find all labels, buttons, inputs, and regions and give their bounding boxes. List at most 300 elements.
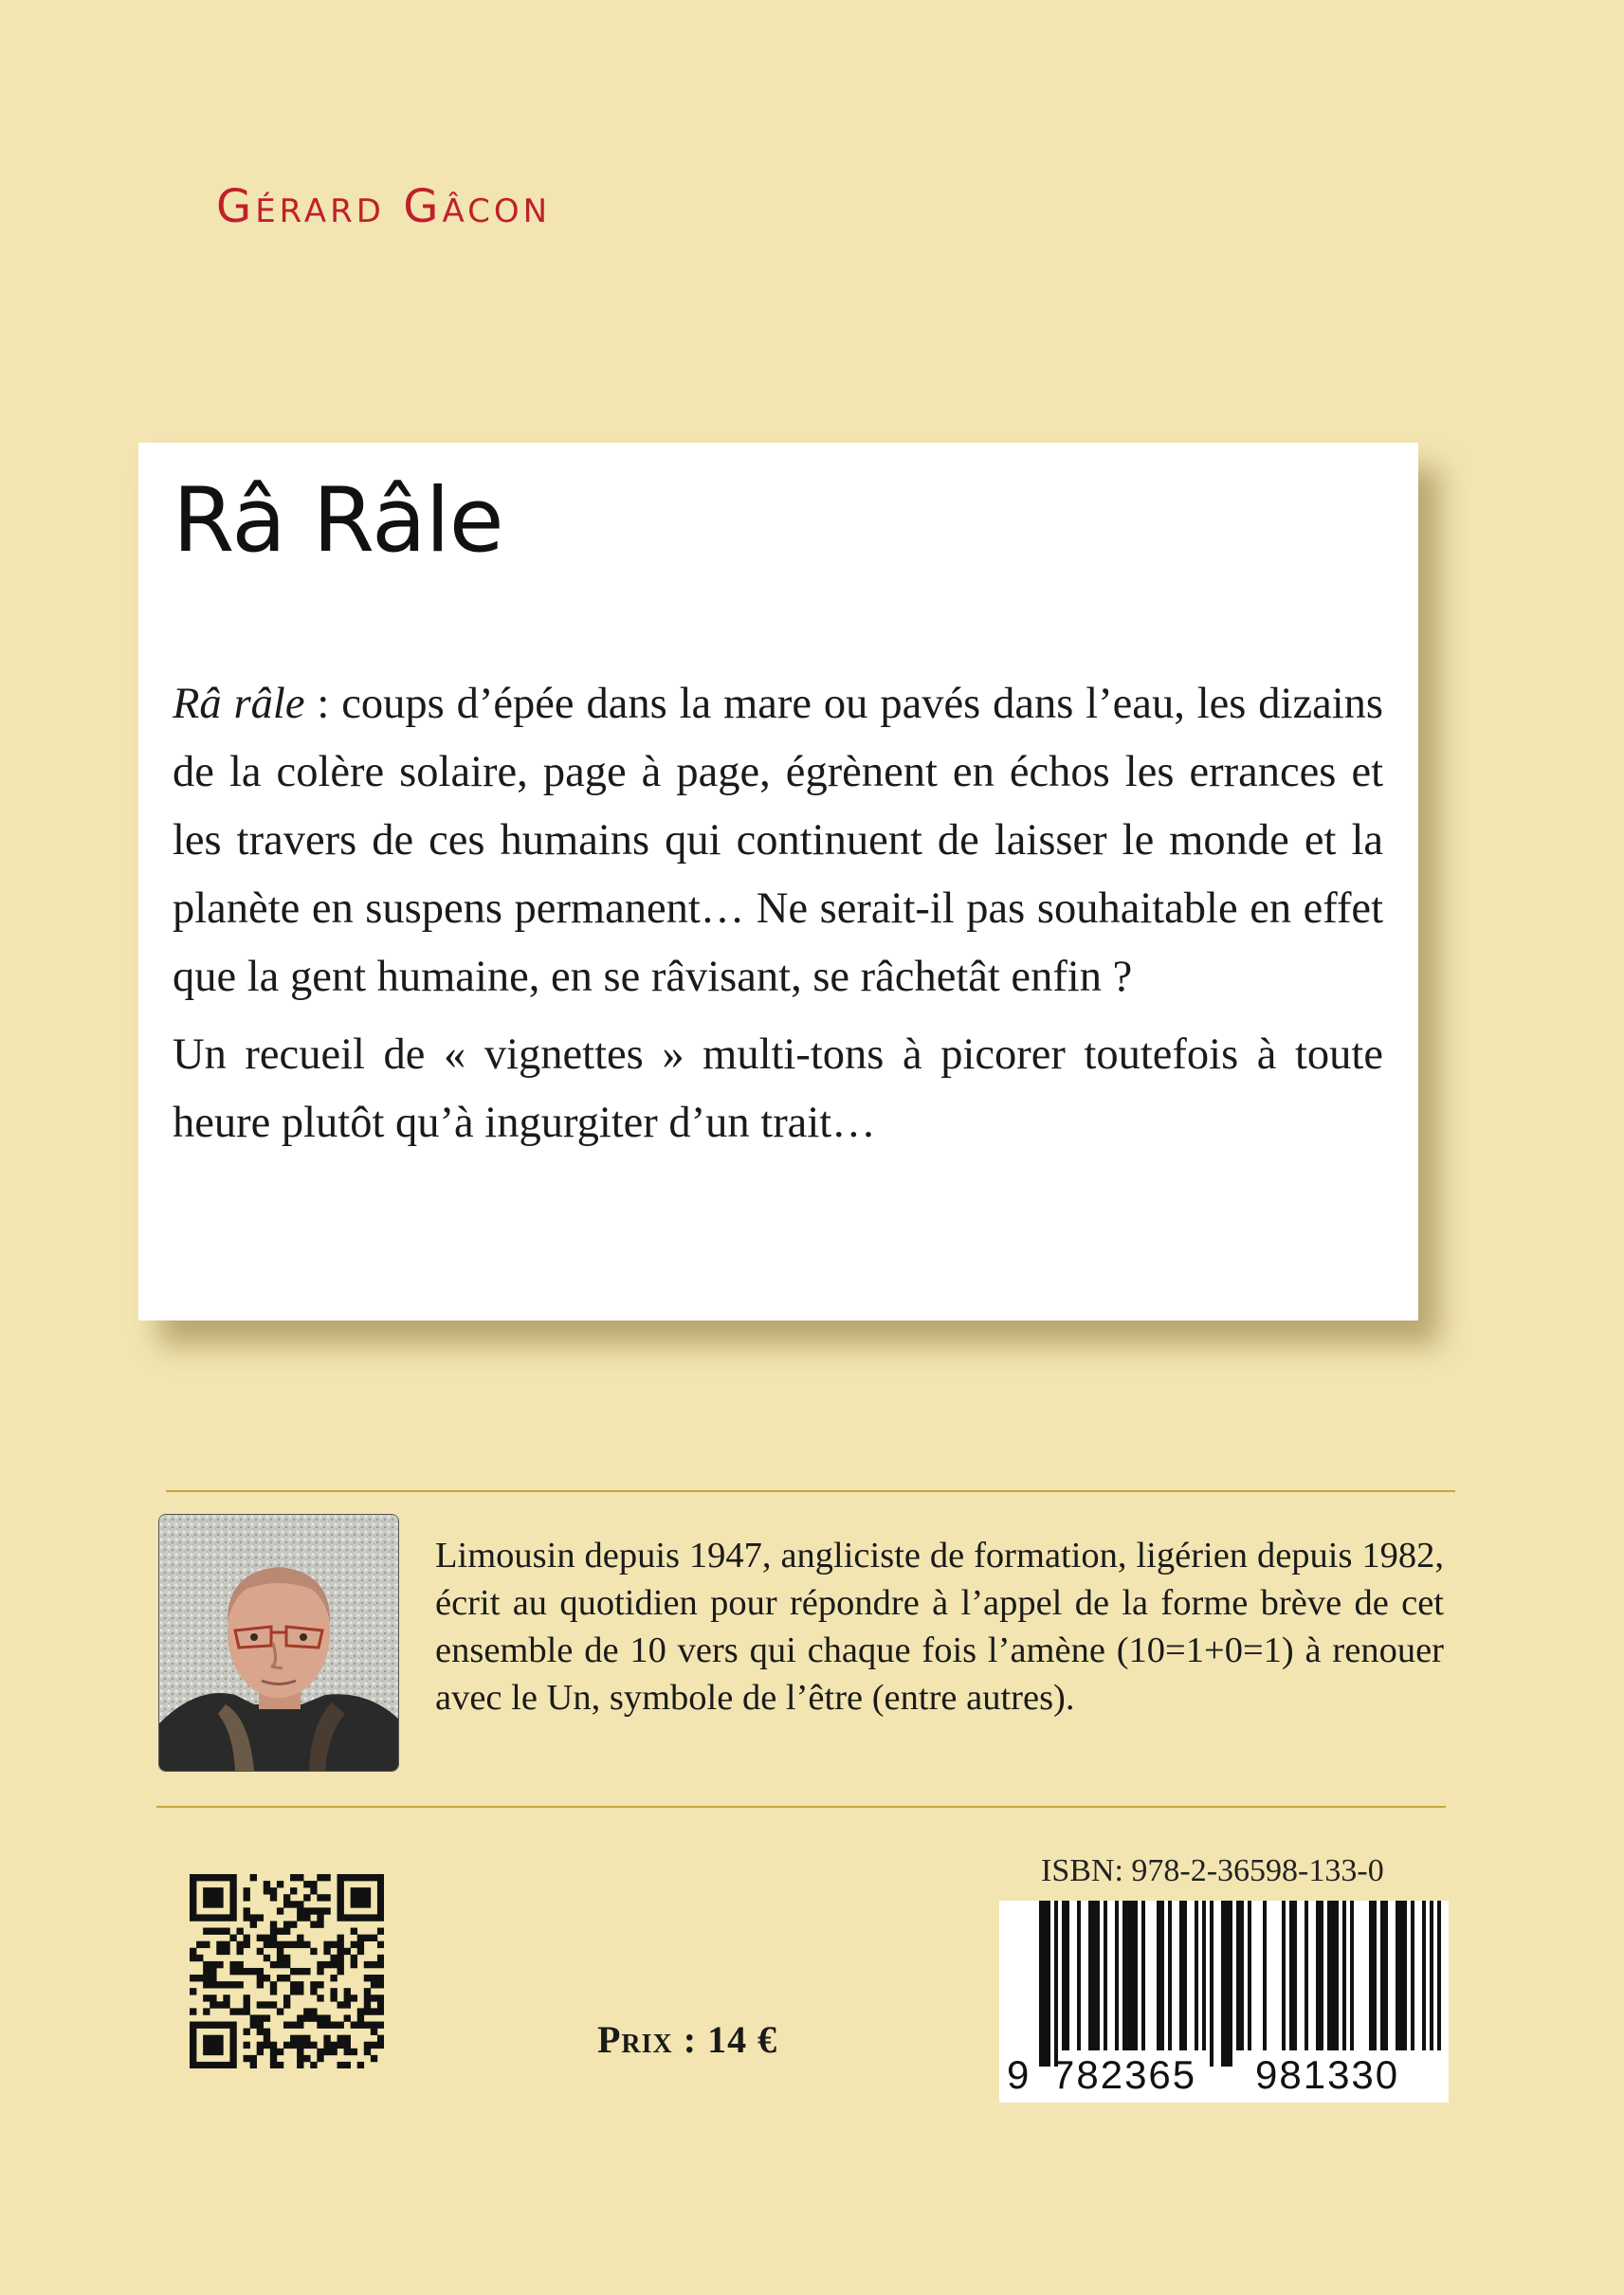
qr-module bbox=[283, 1975, 290, 1981]
barcode-bar bbox=[1054, 1901, 1058, 2067]
qr-module bbox=[244, 1887, 250, 1894]
qr-module bbox=[223, 1914, 229, 1921]
qr-module bbox=[264, 1955, 270, 1961]
qr-module bbox=[264, 1975, 270, 1981]
qr-module bbox=[357, 2008, 364, 2014]
qr-module bbox=[229, 1887, 236, 1894]
qr-module bbox=[303, 2042, 310, 2049]
qr-module bbox=[357, 1948, 364, 1955]
qr-module bbox=[216, 1941, 223, 1948]
qr-module bbox=[236, 1961, 243, 1968]
qr-module bbox=[257, 1914, 264, 1921]
qr-module bbox=[330, 2042, 337, 2049]
qr-module bbox=[310, 2008, 317, 2014]
barcode-bar bbox=[1236, 1901, 1244, 2050]
qr-module bbox=[371, 2042, 377, 2049]
qr-module bbox=[364, 1975, 371, 1981]
qr-module bbox=[203, 1887, 210, 1894]
qr-module bbox=[190, 2022, 196, 2029]
qr-module bbox=[323, 1941, 330, 1948]
qr-module bbox=[297, 1968, 303, 1975]
qr-module bbox=[290, 1874, 297, 1881]
qr-module bbox=[377, 2035, 384, 2042]
qr-module bbox=[338, 2035, 344, 2042]
divider-bottom bbox=[156, 1806, 1446, 1808]
barcode-bar bbox=[1316, 1901, 1323, 2050]
price-value: 14 € bbox=[707, 2018, 778, 2061]
qr-module bbox=[290, 2042, 297, 2049]
qr-module bbox=[377, 1994, 384, 2001]
qr-module bbox=[338, 2042, 344, 2049]
qr-module bbox=[377, 1901, 384, 1907]
qr-module bbox=[371, 2029, 377, 2035]
qr-module bbox=[203, 2062, 210, 2068]
qr-module bbox=[297, 1914, 303, 1921]
qr-module bbox=[264, 2042, 270, 2049]
blurb-italic-lead: Râ râle bbox=[173, 680, 305, 728]
qr-module bbox=[270, 2062, 277, 2068]
qr-module bbox=[290, 1968, 297, 1975]
qr-module bbox=[216, 2042, 223, 2049]
qr-module bbox=[330, 1994, 337, 2001]
price bbox=[597, 2017, 777, 2062]
qr-module bbox=[277, 2049, 283, 2055]
qr-module bbox=[283, 1928, 290, 1935]
qr-module bbox=[323, 1894, 330, 1901]
qr-module bbox=[364, 1874, 371, 1881]
qr-module bbox=[196, 1975, 203, 1981]
qr-module bbox=[190, 1887, 196, 1894]
qr-module bbox=[270, 2049, 277, 2055]
qr-module bbox=[229, 1935, 236, 1941]
qr-module bbox=[357, 1901, 364, 1907]
qr-module bbox=[351, 1874, 357, 1881]
qr-module bbox=[257, 2014, 264, 2021]
qr-module bbox=[364, 2042, 371, 2049]
qr-module bbox=[338, 1901, 344, 1907]
qr-module bbox=[190, 2055, 196, 2062]
barcode-bar bbox=[1305, 1901, 1308, 2050]
qr-module bbox=[244, 2055, 250, 2062]
qr-module bbox=[364, 1961, 371, 1968]
qr-module bbox=[364, 2008, 371, 2014]
qr-module bbox=[290, 2035, 297, 2042]
qr-module bbox=[257, 1948, 264, 1955]
barcode-bar bbox=[1396, 1901, 1407, 2050]
qr-module bbox=[317, 1874, 323, 1881]
qr-module bbox=[371, 1935, 377, 1941]
barcode-bar bbox=[1248, 1901, 1251, 2050]
qr-module bbox=[210, 1887, 216, 1894]
barcode-bar bbox=[1263, 1901, 1267, 2050]
qr-module bbox=[250, 2014, 257, 2021]
qr-module bbox=[283, 1961, 290, 1968]
qr-module bbox=[351, 1961, 357, 1968]
barcode-bar bbox=[1369, 1901, 1377, 2050]
qr-module bbox=[277, 1881, 283, 1887]
qr-module bbox=[257, 1981, 264, 1988]
qr-module bbox=[223, 2022, 229, 2029]
qr-module bbox=[250, 1921, 257, 1927]
qr-module bbox=[270, 2055, 277, 2062]
qr-module bbox=[229, 1907, 236, 1914]
qr-module bbox=[351, 2022, 357, 2029]
barcode-bar bbox=[1437, 1901, 1441, 2050]
qr-module bbox=[357, 2014, 364, 2021]
qr-module bbox=[223, 1981, 229, 1988]
qr-module bbox=[357, 2022, 364, 2029]
qr-module bbox=[310, 1887, 317, 1894]
qr-module bbox=[283, 2001, 290, 2008]
qr-module bbox=[351, 1914, 357, 1921]
qr-module bbox=[229, 2022, 236, 2029]
qr-module bbox=[236, 1928, 243, 1935]
qr-module bbox=[229, 1968, 236, 1975]
qr-module bbox=[310, 1881, 317, 1887]
qr-module bbox=[203, 1928, 210, 1935]
qr-module bbox=[338, 1881, 344, 1887]
qr-module bbox=[190, 1907, 196, 1914]
qr-module bbox=[210, 1968, 216, 1975]
blurb-paragraph-2: Un recueil de « vignettes » multi-tons à picorer toutefois à toute heure plutôt qu’à ingurgiter d’un trait… bbox=[173, 1030, 1383, 1147]
qr-module bbox=[364, 2001, 371, 2008]
qr-module bbox=[303, 2055, 310, 2062]
qr-module bbox=[270, 1928, 277, 1935]
qr-module bbox=[190, 2029, 196, 2035]
qr-module bbox=[317, 1981, 323, 1988]
qr-module bbox=[229, 1894, 236, 1901]
qr-module bbox=[303, 2035, 310, 2042]
qr-module bbox=[290, 2022, 297, 2029]
qr-module bbox=[297, 2049, 303, 2055]
barcode-bar bbox=[1122, 1901, 1138, 2050]
qr-module bbox=[277, 2008, 283, 2014]
qr-module bbox=[203, 2035, 210, 2042]
barcode-digits-left: 782365 bbox=[1052, 2052, 1197, 2097]
qr-module bbox=[317, 2055, 323, 2062]
qr-module bbox=[357, 1914, 364, 1921]
qr-module bbox=[216, 2001, 223, 2008]
qr-module bbox=[310, 2062, 317, 2068]
qr-module bbox=[190, 1874, 196, 1881]
qr-module bbox=[351, 1894, 357, 1901]
qr-module bbox=[357, 1894, 364, 1901]
qr-module bbox=[357, 1887, 364, 1894]
qr-module bbox=[344, 1874, 351, 1881]
qr-module bbox=[344, 2014, 351, 2021]
qr-module bbox=[223, 1928, 229, 1935]
qr-module bbox=[377, 1894, 384, 1901]
qr-module bbox=[297, 2042, 303, 2049]
qr-module bbox=[229, 2035, 236, 2042]
qr-module bbox=[297, 2014, 303, 2021]
qr-module bbox=[203, 1894, 210, 1901]
qr-module bbox=[323, 2035, 330, 2042]
qr-module bbox=[210, 1901, 216, 1907]
qr-module bbox=[377, 1941, 384, 1948]
qr-module bbox=[216, 1948, 223, 1955]
qr-module bbox=[310, 1988, 317, 1994]
qr-module bbox=[190, 2049, 196, 2055]
qr-module bbox=[210, 1975, 216, 1981]
qr-module bbox=[330, 1988, 337, 1994]
qr-module bbox=[377, 1914, 384, 1921]
qr-module bbox=[344, 2001, 351, 2008]
divider-top bbox=[166, 1490, 1455, 1492]
barcode-bar bbox=[1104, 1901, 1107, 2050]
barcode-bar bbox=[1380, 1901, 1388, 2050]
qr-module bbox=[297, 1941, 303, 1948]
barcode-bar bbox=[1088, 1901, 1100, 2050]
barcode-bar bbox=[1342, 1901, 1346, 2050]
qr-module bbox=[277, 1948, 283, 1955]
book-title: Râ Râle bbox=[173, 469, 503, 573]
qr-module bbox=[323, 2042, 330, 2049]
price-label: Prix bbox=[597, 2018, 673, 2061]
barcode-digits-right: 981330 bbox=[1255, 2052, 1400, 2097]
qr-module bbox=[317, 1914, 323, 1921]
qr-module bbox=[310, 2014, 317, 2021]
qr-module bbox=[290, 1901, 297, 1907]
qr-module bbox=[283, 1955, 290, 1961]
qr-module bbox=[297, 1874, 303, 1881]
qr-module bbox=[364, 1887, 371, 1894]
qr-module bbox=[236, 2008, 243, 2014]
qr-module bbox=[344, 1914, 351, 1921]
qr-module bbox=[330, 1941, 337, 1948]
qr-module bbox=[203, 1968, 210, 1975]
qr-module bbox=[257, 2029, 264, 2035]
qr-module bbox=[216, 1928, 223, 1935]
qr-module bbox=[364, 1935, 371, 1941]
qr-module bbox=[371, 2055, 377, 2062]
qr-module bbox=[216, 1894, 223, 1901]
qr-module bbox=[344, 2062, 351, 2068]
qr-module bbox=[203, 1901, 210, 1907]
qr-module bbox=[216, 2062, 223, 2068]
qr-module bbox=[371, 1994, 377, 2001]
qr-module bbox=[223, 2062, 229, 2068]
qr-module bbox=[338, 1955, 344, 1961]
qr-module bbox=[270, 1921, 277, 1927]
qr-module bbox=[330, 1975, 337, 1981]
qr-module bbox=[323, 1874, 330, 1881]
author-name: Gérard Gâcon bbox=[216, 180, 552, 233]
qr-module bbox=[371, 1981, 377, 1988]
qr-module bbox=[323, 2049, 330, 2055]
qr-module bbox=[236, 1968, 243, 1975]
qr-module bbox=[250, 2022, 257, 2029]
qr-module bbox=[223, 1941, 229, 1948]
barcode-bar bbox=[1077, 1901, 1081, 2050]
qr-module bbox=[297, 2062, 303, 2068]
qr-module bbox=[210, 1928, 216, 1935]
qr-module bbox=[203, 2008, 210, 2014]
qr-module bbox=[190, 2062, 196, 2068]
qr-module bbox=[283, 1901, 290, 1907]
barcode-bar bbox=[1062, 1901, 1069, 2050]
qr-module bbox=[317, 1907, 323, 1914]
qr-module bbox=[377, 2042, 384, 2049]
qr-module bbox=[244, 1994, 250, 2001]
qr-module bbox=[257, 1935, 264, 1941]
qr-module bbox=[196, 1955, 203, 1961]
qr-module bbox=[303, 1941, 310, 1948]
qr-module bbox=[264, 2035, 270, 2042]
qr-module bbox=[216, 2022, 223, 2029]
qr-module bbox=[323, 1948, 330, 1955]
qr-module bbox=[210, 2001, 216, 2008]
qr-module bbox=[303, 1914, 310, 1921]
qr-module bbox=[229, 2062, 236, 2068]
qr-module bbox=[377, 2001, 384, 2008]
qr-module bbox=[264, 2014, 270, 2021]
barcode-bar bbox=[1350, 1901, 1354, 2050]
qr-module bbox=[229, 1914, 236, 1921]
qr-module bbox=[277, 1955, 283, 1961]
qr-module bbox=[203, 2049, 210, 2055]
qr-module bbox=[297, 1935, 303, 1941]
qr-module bbox=[277, 1961, 283, 1968]
author-bio: Limousin depuis 1947, angliciste de formation, ligérien depuis 1982, écrit au quotidien pour répondre à l’appel de la forme brève de cet ensemble de 10 vers qui chaque fois l’amène (10=1+0=1) à renouer avec le Un, symbole de l’être (entre autres). bbox=[435, 1536, 1444, 1718]
qr-module bbox=[303, 1968, 310, 1975]
qr-module bbox=[297, 1907, 303, 1914]
qr-module bbox=[229, 1901, 236, 1907]
qr-module bbox=[303, 1894, 310, 1901]
qr-module bbox=[338, 1961, 344, 1968]
qr-module bbox=[196, 1874, 203, 1881]
qr-module bbox=[377, 1975, 384, 1981]
qr-module bbox=[344, 1988, 351, 1994]
qr-module bbox=[297, 2035, 303, 2042]
qr-module bbox=[371, 2022, 377, 2029]
qr-module bbox=[216, 1901, 223, 1907]
qr-module bbox=[338, 1874, 344, 1881]
qr-module bbox=[244, 1894, 250, 1901]
qr-module bbox=[229, 1881, 236, 1887]
barcode-bar bbox=[1411, 1901, 1414, 2050]
qr-module bbox=[364, 2049, 371, 2055]
qr-module bbox=[229, 2008, 236, 2014]
qr-module bbox=[196, 2062, 203, 2068]
qr-module bbox=[216, 1874, 223, 1881]
qr-module bbox=[303, 1881, 310, 1887]
qr-module bbox=[210, 1994, 216, 2001]
qr-module bbox=[244, 1935, 250, 1941]
qr-module bbox=[244, 1907, 250, 1914]
qr-module bbox=[364, 1994, 371, 2001]
qr-module bbox=[377, 1928, 384, 1935]
qr-module bbox=[323, 1961, 330, 1968]
qr-module bbox=[216, 2035, 223, 2042]
qr-module bbox=[283, 1941, 290, 1948]
qr-module bbox=[330, 2049, 337, 2055]
qr-module bbox=[250, 1968, 257, 1975]
qr-module bbox=[190, 2042, 196, 2049]
qr-module bbox=[210, 2022, 216, 2029]
qr-module bbox=[377, 1981, 384, 1988]
qr-module bbox=[229, 2049, 236, 2055]
qr-module bbox=[351, 2049, 357, 2055]
qr-module bbox=[270, 1894, 277, 1901]
qr-module bbox=[344, 2042, 351, 2049]
qr-module bbox=[236, 1981, 243, 1988]
qr-module bbox=[270, 1887, 277, 1894]
qr-module bbox=[377, 1907, 384, 1914]
qr-module bbox=[229, 1874, 236, 1881]
qr-module bbox=[190, 1881, 196, 1887]
qr-module bbox=[210, 2049, 216, 2055]
qr-module bbox=[190, 1894, 196, 1901]
barcode-bar bbox=[1141, 1901, 1145, 2050]
qr-module bbox=[290, 1921, 297, 1927]
qr-module bbox=[190, 1948, 196, 1955]
qr-module bbox=[283, 1994, 290, 2001]
qr-module bbox=[190, 1914, 196, 1921]
qr-module bbox=[338, 2062, 344, 2068]
blurb-paragraph-1-text: : coups d’épée dans la mare ou pavés dans l’eau, les dizains de la colère solaire, page à page, égrènent en échos les errances et les travers de ces humains qui continuent de laisser le monde et la planète en suspens permanent… Ne serait-il pas souhaitable en effet que la gent humaine, en se râvisant, se râchetât enfin ? bbox=[173, 680, 1384, 1001]
qr-module bbox=[338, 1887, 344, 1894]
qr-module bbox=[310, 1981, 317, 1988]
qr-module bbox=[310, 1907, 317, 1914]
qr-module bbox=[244, 1914, 250, 1921]
qr-module bbox=[351, 1887, 357, 1894]
qr-module bbox=[351, 1928, 357, 1935]
qr-module bbox=[317, 1894, 323, 1901]
barcode-bar bbox=[1422, 1901, 1426, 2050]
qr-module bbox=[244, 1968, 250, 1975]
qr-module bbox=[190, 1901, 196, 1907]
qr-module bbox=[283, 2042, 290, 2049]
author-portrait bbox=[158, 1514, 399, 1772]
qr-module bbox=[264, 2029, 270, 2035]
qr-module bbox=[364, 1894, 371, 1901]
qr-module bbox=[290, 1981, 297, 1988]
qr-module bbox=[250, 2055, 257, 2062]
qr-module bbox=[203, 1874, 210, 1881]
qr-module bbox=[371, 1975, 377, 1981]
qr-module bbox=[229, 1981, 236, 1988]
qr-module bbox=[290, 1988, 297, 1994]
qr-module bbox=[223, 1994, 229, 2001]
qr-module bbox=[236, 1941, 243, 1948]
barcode-bar bbox=[1430, 1901, 1433, 2050]
qr-module bbox=[351, 1994, 357, 2001]
qr-module bbox=[264, 1935, 270, 1941]
qr-module bbox=[196, 1941, 203, 1948]
qr-module bbox=[303, 1907, 310, 1914]
qr-module bbox=[330, 1955, 337, 1961]
qr-module bbox=[196, 2022, 203, 2029]
qr-module bbox=[244, 2001, 250, 2008]
qr-module bbox=[290, 1941, 297, 1948]
qr-module bbox=[190, 1975, 196, 1981]
qr-module bbox=[364, 1914, 371, 1921]
qr-module bbox=[351, 1901, 357, 1907]
qr-module bbox=[277, 1975, 283, 1981]
qr-module bbox=[190, 2035, 196, 2042]
qr-module bbox=[377, 1961, 384, 1968]
qr-module bbox=[277, 1928, 283, 1935]
qr-module bbox=[317, 2022, 323, 2029]
qr-module bbox=[317, 1968, 323, 1975]
qr-module bbox=[303, 2008, 310, 2014]
barcode-bar bbox=[1115, 1901, 1119, 2050]
qr-module bbox=[371, 1961, 377, 1968]
qr-module bbox=[317, 1921, 323, 1927]
qr-module bbox=[351, 1941, 357, 1948]
qr-module bbox=[257, 1968, 264, 1975]
